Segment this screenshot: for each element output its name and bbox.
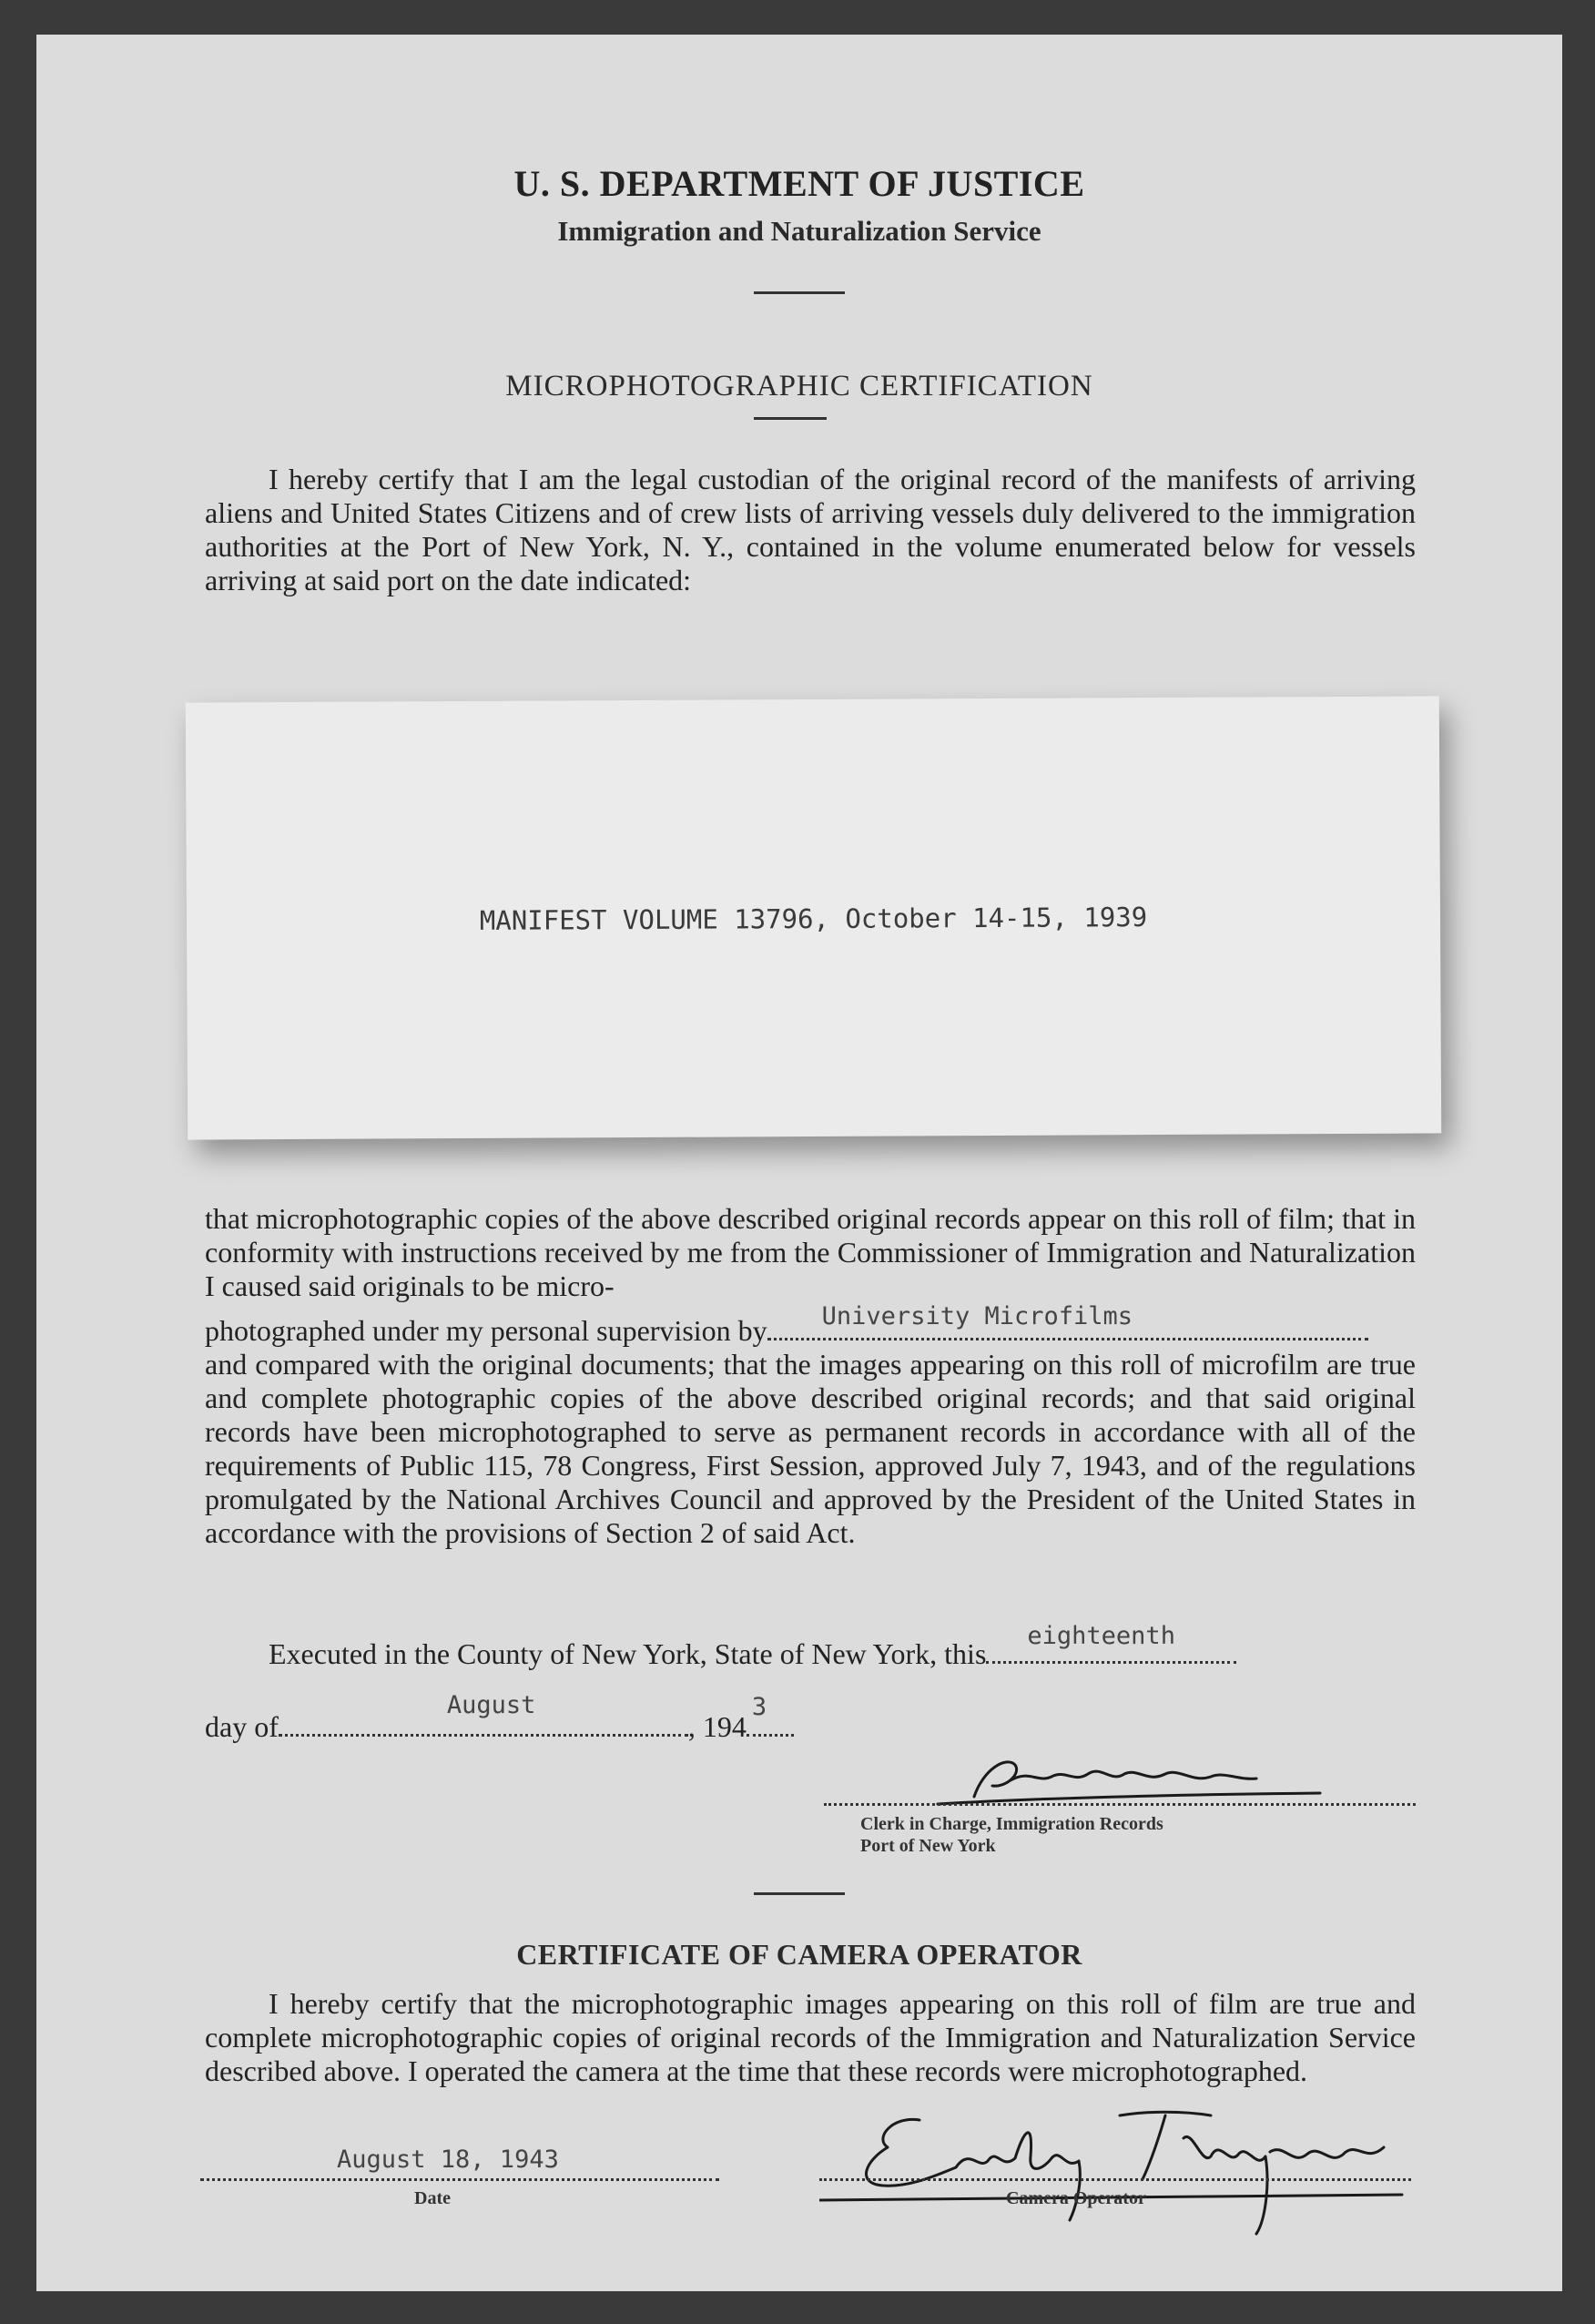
clerk-signature-line xyxy=(824,1801,1416,1806)
date-line xyxy=(200,2176,719,2181)
microfilmer-line-label: photographed under my personal supervision by xyxy=(205,1314,767,1347)
camera-heading: CERTIFICATE OF CAMERA OPERATOR xyxy=(516,1938,1082,1971)
divider xyxy=(754,291,845,294)
divider xyxy=(754,417,827,420)
microfilmer-value: University Microfilms xyxy=(821,1302,1133,1330)
camera-paragraph: I hereby certify that the microphotographic images appearing on this roll of film are true and complete microphotographic copies of original records of the Immigration and Naturalization Service described above. I operated the camera at the time that these records were microphotographed. xyxy=(205,1987,1416,2087)
divider xyxy=(754,1892,845,1895)
executed-month-value: August xyxy=(446,1691,536,1719)
executed-text: Executed in the County of New York, State of New York, this xyxy=(269,1637,987,1670)
camera-operator-signature xyxy=(819,2084,1420,2238)
microfilmer-line xyxy=(205,1302,1416,1348)
executed-day-field xyxy=(986,1622,1236,1664)
clerk-title-line1: Clerk in Charge, Immigration Records xyxy=(860,1814,1163,1834)
date-value: August 18, 1943 xyxy=(337,2146,559,2174)
clerk-title-line2: Port of New York xyxy=(860,1836,996,1856)
camera-operator-label: Camera Operator xyxy=(1006,2188,1146,2208)
year-field xyxy=(747,1693,794,1737)
day-of-line xyxy=(205,1691,794,1744)
body-paragraph-part2: and compared with the original documents; that the images appearing on this roll of microfilm are true and complete photographic copies of the above described original records; and that said original records have been microphotographed to serve as permanent records in accordance with all of the requirements of Public 115, 78 Congress, First Session, approved July 7, 1943, and of the regulations promulgated by the National Archives Council and approved by the President of the United States in accordance with the provisions of Section 2 of said Act. xyxy=(205,1348,1416,1549)
body-paragraph-part1: that microphotographic copies of the above described original records appear on this roll of film; that in conformity with instructions received by me from the Commissioner of Immigration and Naturalization I caused said originals to be micro- xyxy=(205,1202,1416,1302)
page-subtitle: Immigration and Naturalization Service xyxy=(557,215,1041,247)
intro-paragraph: I hereby certify that I am the legal custodian of the original record of the manifests of arriving aliens and United States Citizens and of crew lists of arriving vessels duly delivered to the immigration authorities at the Port of New York, N. Y., contained in the volume enumerated below for vessels arriving at said port on the date indicated: xyxy=(205,463,1416,596)
certification-heading: MICROPHOTOGRAPHIC CERTIFICATION xyxy=(505,370,1093,403)
volume-slip-text: MANIFEST VOLUME 13796, October 14-15, 1939 xyxy=(479,902,1148,936)
volume-slip xyxy=(186,696,1441,1139)
executed-day-value: eighteenth xyxy=(1027,1622,1175,1650)
year-prefix: , 194 xyxy=(687,1710,747,1743)
page-title: U. S. DEPARTMENT OF JUSTICE xyxy=(513,163,1085,204)
executed-line xyxy=(269,1622,1416,1671)
microfilmer-field xyxy=(767,1302,1368,1340)
executed-month-field xyxy=(279,1691,688,1737)
year-value: 3 xyxy=(751,1693,767,1721)
date-label: Date xyxy=(414,2188,451,2208)
certificate-page xyxy=(36,35,1562,2291)
day-of-label: day of xyxy=(205,1710,279,1743)
camera-operator-line xyxy=(819,2176,1411,2181)
